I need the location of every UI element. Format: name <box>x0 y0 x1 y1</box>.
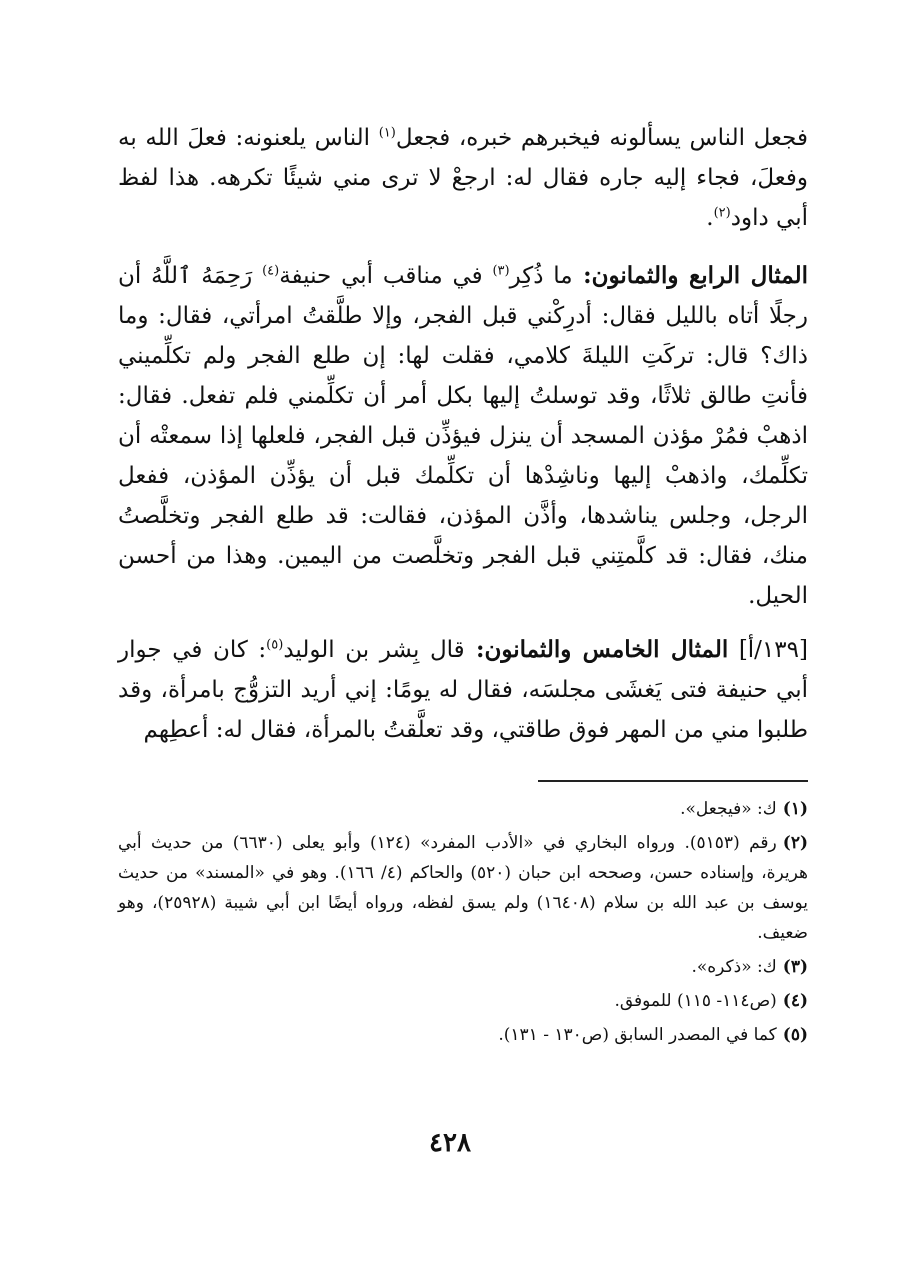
footnote <box>118 794 808 824</box>
footnote <box>118 828 808 948</box>
footnote <box>118 952 808 982</box>
footnote <box>118 1020 808 1050</box>
footnote-ref: (٢) <box>713 205 731 221</box>
section-heading: المثال الخامس والثمانون: <box>464 636 729 663</box>
paragraph <box>118 118 808 238</box>
body-text: رَحِمَهُ ٱللَّهُ أن رجلًا أتاه بالليل فقال: أدرِكْني قبل الفجر، وإلا طلَّقتُ امرأتي، فقال: وما ذاك؟ قال: تركَتِ الليلةَ كلامي، فقلت لها: إن طلع الفجر ولم تكلِّميني فأنتِ طالق ثلاثًا، وقد توسلتُ إليها بكل أمر أن تكلِّمني فلم تفعل. فقال: اذهبْ فمُرْ مؤذن المسجد أن ينزل فيؤذِّن قبل الفجر، فلعلها إذا سمعتْه أن تكلِّمك، واذهبْ إليها وناشِدْها أن تكلِّمك قبل أن يؤذِّن المؤذن، ففعل الرجل، وجلس يناشدها، وأذَّن المؤذن، فقالت: قد طلع الفجر وتخلَّصتُ منك، فقال: قد كلَّمتِني قبل الفجر وتخلَّصت من اليمين. وهذا من أحسن الحيل. <box>118 263 808 609</box>
body-text: [١٣٩/أ] <box>728 637 808 663</box>
footnote-ref: (٤) <box>262 263 280 279</box>
body-text: فجعل الناس يسألونه فيخبرهم خبره، فجعل <box>395 125 808 151</box>
footnote-ref: (٥) <box>266 637 284 653</box>
footnote-separator <box>538 780 808 782</box>
body-text: قال بِشر بن الوليد <box>283 637 465 663</box>
footnote-text: رقم (٥١٥٣). ورواه البخاري في «الأدب المفرد» (١٢٤) وأبو يعلى (٦٦٣٠) من حديث أبي هريرة، وإسناده حسن، وصححه ابن حبان (٥٢٠) والحاكم (٤/ ١٦٦). وهو في «المسند» من حديث يوسف بن عبد الله بن سلام (١٦٤٠٨) ولم يسق لفظه، ورواه أيضًا ابن أبي شيبة (٢٥٩٢٨)، وهو ضعيف. <box>118 833 809 943</box>
footnote-number: (٤) <box>782 991 808 1011</box>
footnote-number: (٥) <box>782 1025 808 1045</box>
page-body <box>118 118 808 1054</box>
paragraph <box>118 256 808 616</box>
page-number: ٤٢٨ <box>429 1128 471 1158</box>
paragraph <box>118 630 808 750</box>
footnote-number: (٢) <box>782 833 808 853</box>
footnote <box>118 986 808 1016</box>
footnote-text: (ص١١٤- ١١٥) للموفق. <box>614 991 777 1011</box>
body-text: ما ذُكِر <box>509 263 573 289</box>
footnote-text: كما في المصدر السابق (ص١٣٠ - ١٣١). <box>498 1025 777 1045</box>
footnotes-list <box>118 794 808 1050</box>
body-text: : كان في جوار أبي حنيفة فتى يَغشَى مجلسَه، فقال له يومًا: إني أريد التزوُّج بامرأة، وقد طلبوا مني من المهر فوق طاقتي، وقد تعلَّقتُ بالمرأة، فقال له: أعطِهم <box>118 637 808 743</box>
main-text <box>118 118 808 750</box>
body-text: الناس يلعنونه: فعلَ الله به وفعلَ، فجاء إليه جاره فقال له: ارجعْ لا ترى مني شيئًا تكرهه. هذا لفظ أبي داود <box>118 125 808 231</box>
footnote-text: ك: «ذكره». <box>691 957 777 977</box>
section-heading: المثال الرابع والثمانون: <box>572 262 808 289</box>
body-text: . <box>706 205 714 231</box>
footnote-number: (٣) <box>782 957 808 977</box>
footnote-ref: (١) <box>378 125 396 141</box>
footnote-number: (١) <box>782 799 808 819</box>
footnote-text: ك: «فيجعل». <box>680 799 777 819</box>
body-text: في مناقب أبي حنيفة <box>279 263 493 289</box>
footnote-ref: (٣) <box>492 263 510 279</box>
